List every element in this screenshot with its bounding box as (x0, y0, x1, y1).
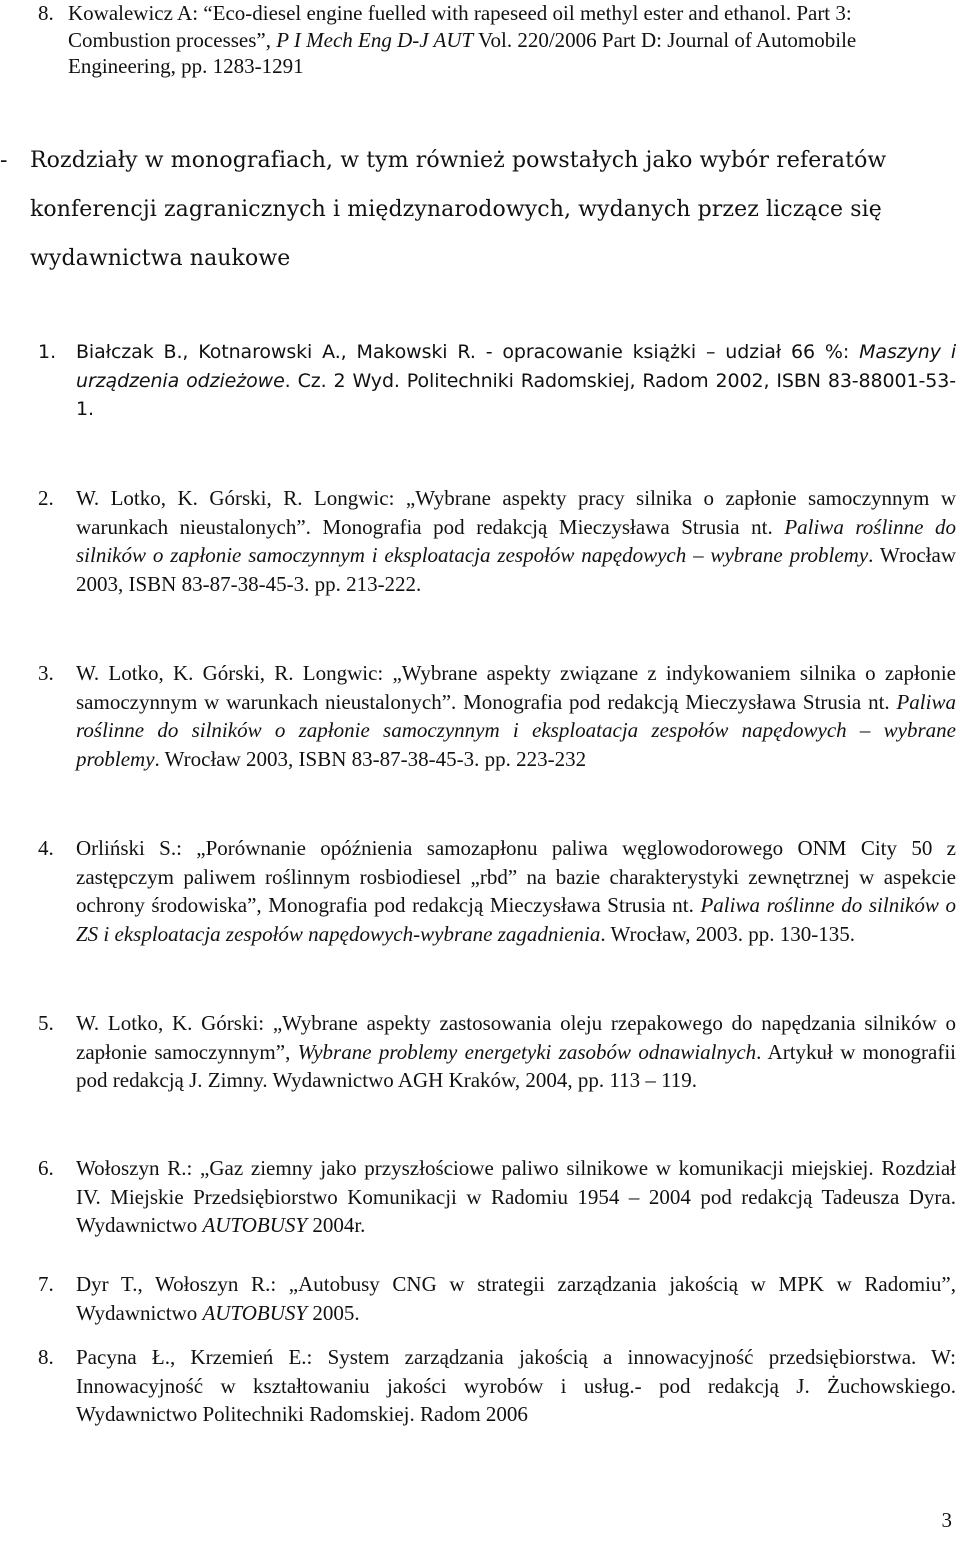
entry-part: W. Lotko, K. Górski: „Wybrane aspekty zastosowania oleju rzepakowego do napędzania silników o zapłonie samoczynnym”, (76, 1011, 956, 1064)
entry-part-italic: P I Mech Eng D-J AUT (276, 27, 474, 52)
entry-text (76, 834, 956, 948)
entry-number: 6. (38, 1156, 54, 1180)
entry-part: . Wrocław 2003, ISBN 83-87-38-45-3. pp. 213-222. (76, 543, 956, 596)
reference-entry-8-continued (38, 0, 938, 80)
entry-part-italic: Wybrane problemy energetyki zasobów odnawialnych (297, 1039, 757, 1064)
entry-part: . Wrocław, 2003. pp. 130-135. (600, 921, 855, 946)
entry-part: Kowalewicz A: “Eco-diesel engine fuelled with rapeseed oil methyl ester and ethanol. Part 3: Combustion processes”, (68, 1, 852, 52)
entry-text (76, 1270, 956, 1327)
entry-part: . Wrocław 2003, ISBN 83-87-38-45-3. pp. 223-232 (154, 746, 587, 771)
entry-text (76, 338, 956, 424)
entry-text (76, 484, 956, 598)
entry-text (76, 1343, 956, 1429)
entry-number: 8. (38, 1, 54, 25)
entry-part: Pacyna Ł., Krzemień E.: System zarządzania jakością a innowacyjność przedsiębiorstwa. W: Innowacyjność w kształtowaniu jakości wyrobów i usług.- pod redakcją J. Żuchowskiego. Wydawnictwo Politechniki Radomskiej. Radom 2006 (76, 1345, 956, 1426)
entry-part: 2005. (307, 1300, 360, 1325)
reference-entry-1 (38, 338, 956, 424)
entry-number: 7. (38, 1272, 54, 1296)
entry-text (76, 1154, 956, 1240)
entry-part: Białczak B., Kotnarowski A., Makowski R. - opracowanie książki – udział 66 %: (76, 341, 860, 363)
reference-entry-3 (38, 659, 956, 773)
entry-part: Wołoszyn R.: „Gaz ziemny jako przyszłościowe paliwo silnikowe w komunikacji miejskiej. Rozdział IV. Miejskie Przedsiębiorstwo Komunikacji w Radomiu 1954 – 2004 pod redakcją Tadeusza Dyra. Wydawnictwo (76, 1156, 956, 1237)
entry-number: 1. (38, 341, 57, 363)
entry-part-italic: Paliwa roślinne do silników o zapłonie samoczynnym i eksploatacja zespołów napędowych – wybrane problemy (76, 514, 957, 567)
entry-part-italic: AUTOBUSY (202, 1300, 308, 1325)
entry-part-italic: Maszyny i urządzenia odzieżowe (76, 341, 956, 392)
entry-part-italic: Paliwa roślinne do silników o ZS i eksploatacja zespołów napędowych-wybrane zagadnienia (76, 893, 956, 946)
entry-number: 5. (38, 1011, 54, 1035)
entry-number: 3. (38, 661, 54, 685)
entry-part: Dyr T., Wołoszyn R.: „Autobusy CNG w strategii zarządzania jakością w MPK w Radomiu”, Wydawnictwo (76, 1272, 956, 1325)
section-heading (0, 136, 930, 283)
entry-number: 2. (38, 486, 54, 510)
entry-part-italic: Paliwa roślinne do silników o zapłonie samoczynnym i eksploatacja zespołów napędowych – wybrane problemy (76, 689, 956, 771)
entry-number: 4. (38, 836, 54, 860)
entry-part: W. Lotko, K. Górski, R. Longwic: „Wybrane aspekty związane z indykowaniem silnika o zapłonie samoczynnym w warunkach nieustalonych”. Monografia pod redakcją Mieczysława Strusia nt. (76, 661, 956, 714)
reference-entry-2 (38, 484, 956, 598)
entry-part-italic: AUTOBUSY (202, 1213, 308, 1237)
entry-text (68, 0, 938, 80)
entry-number: 8. (38, 1345, 54, 1369)
reference-entry-8 (38, 1343, 956, 1429)
reference-entry-6 (38, 1154, 956, 1240)
entry-part: 2004r. (307, 1213, 366, 1237)
entry-part: Vol. 220/2006 Part D: Journal of Automobile Engineering, pp. 1283-1291 (68, 27, 857, 78)
entry-part: . Artykuł w monografii pod redakcją J. Zimny. Wydawnictwo AGH Kraków, 2004, pp. 113 – 119. (76, 1039, 956, 1092)
heading-dash: - (0, 148, 8, 173)
reference-entry-5 (38, 1009, 956, 1095)
reference-entry-4 (38, 834, 956, 948)
entry-part: Orliński S.: „Porównanie opóźnienia samozapłonu paliwa węglowodorowego ONM City 50 z zastępczym paliwem roślinnym rosbiodiesel „rbd” na bazie charakterystyki zewnętrznej w aspekcie ochrony środowiska”, Monografia pod redakcją Mieczysława Strusia nt. (76, 836, 956, 917)
entry-part: W. Lotko, K. Górski, R. Longwic: „Wybrane aspekty pracy silnika o zapłonie samoczynnym w warunkach nieustalonych”. Monografia pod redakcją Mieczysława Strusia nt. (76, 486, 956, 539)
page-number: 3 (941, 1508, 952, 1532)
reference-entry-7 (38, 1270, 956, 1327)
heading-text: Rozdziały w monografiach, w tym również powstałych jako wybór referatów konferencji zagranicznych i międzynarodowych, wydanych przez liczące się wydawnictwa naukowe (30, 148, 887, 271)
entry-text (76, 1009, 956, 1095)
entry-part: . Cz. 2 Wyd. Politechniki Radomskiej, Radom 2002, ISBN 83-88001-53-1. (76, 369, 956, 420)
entry-text (76, 659, 956, 773)
